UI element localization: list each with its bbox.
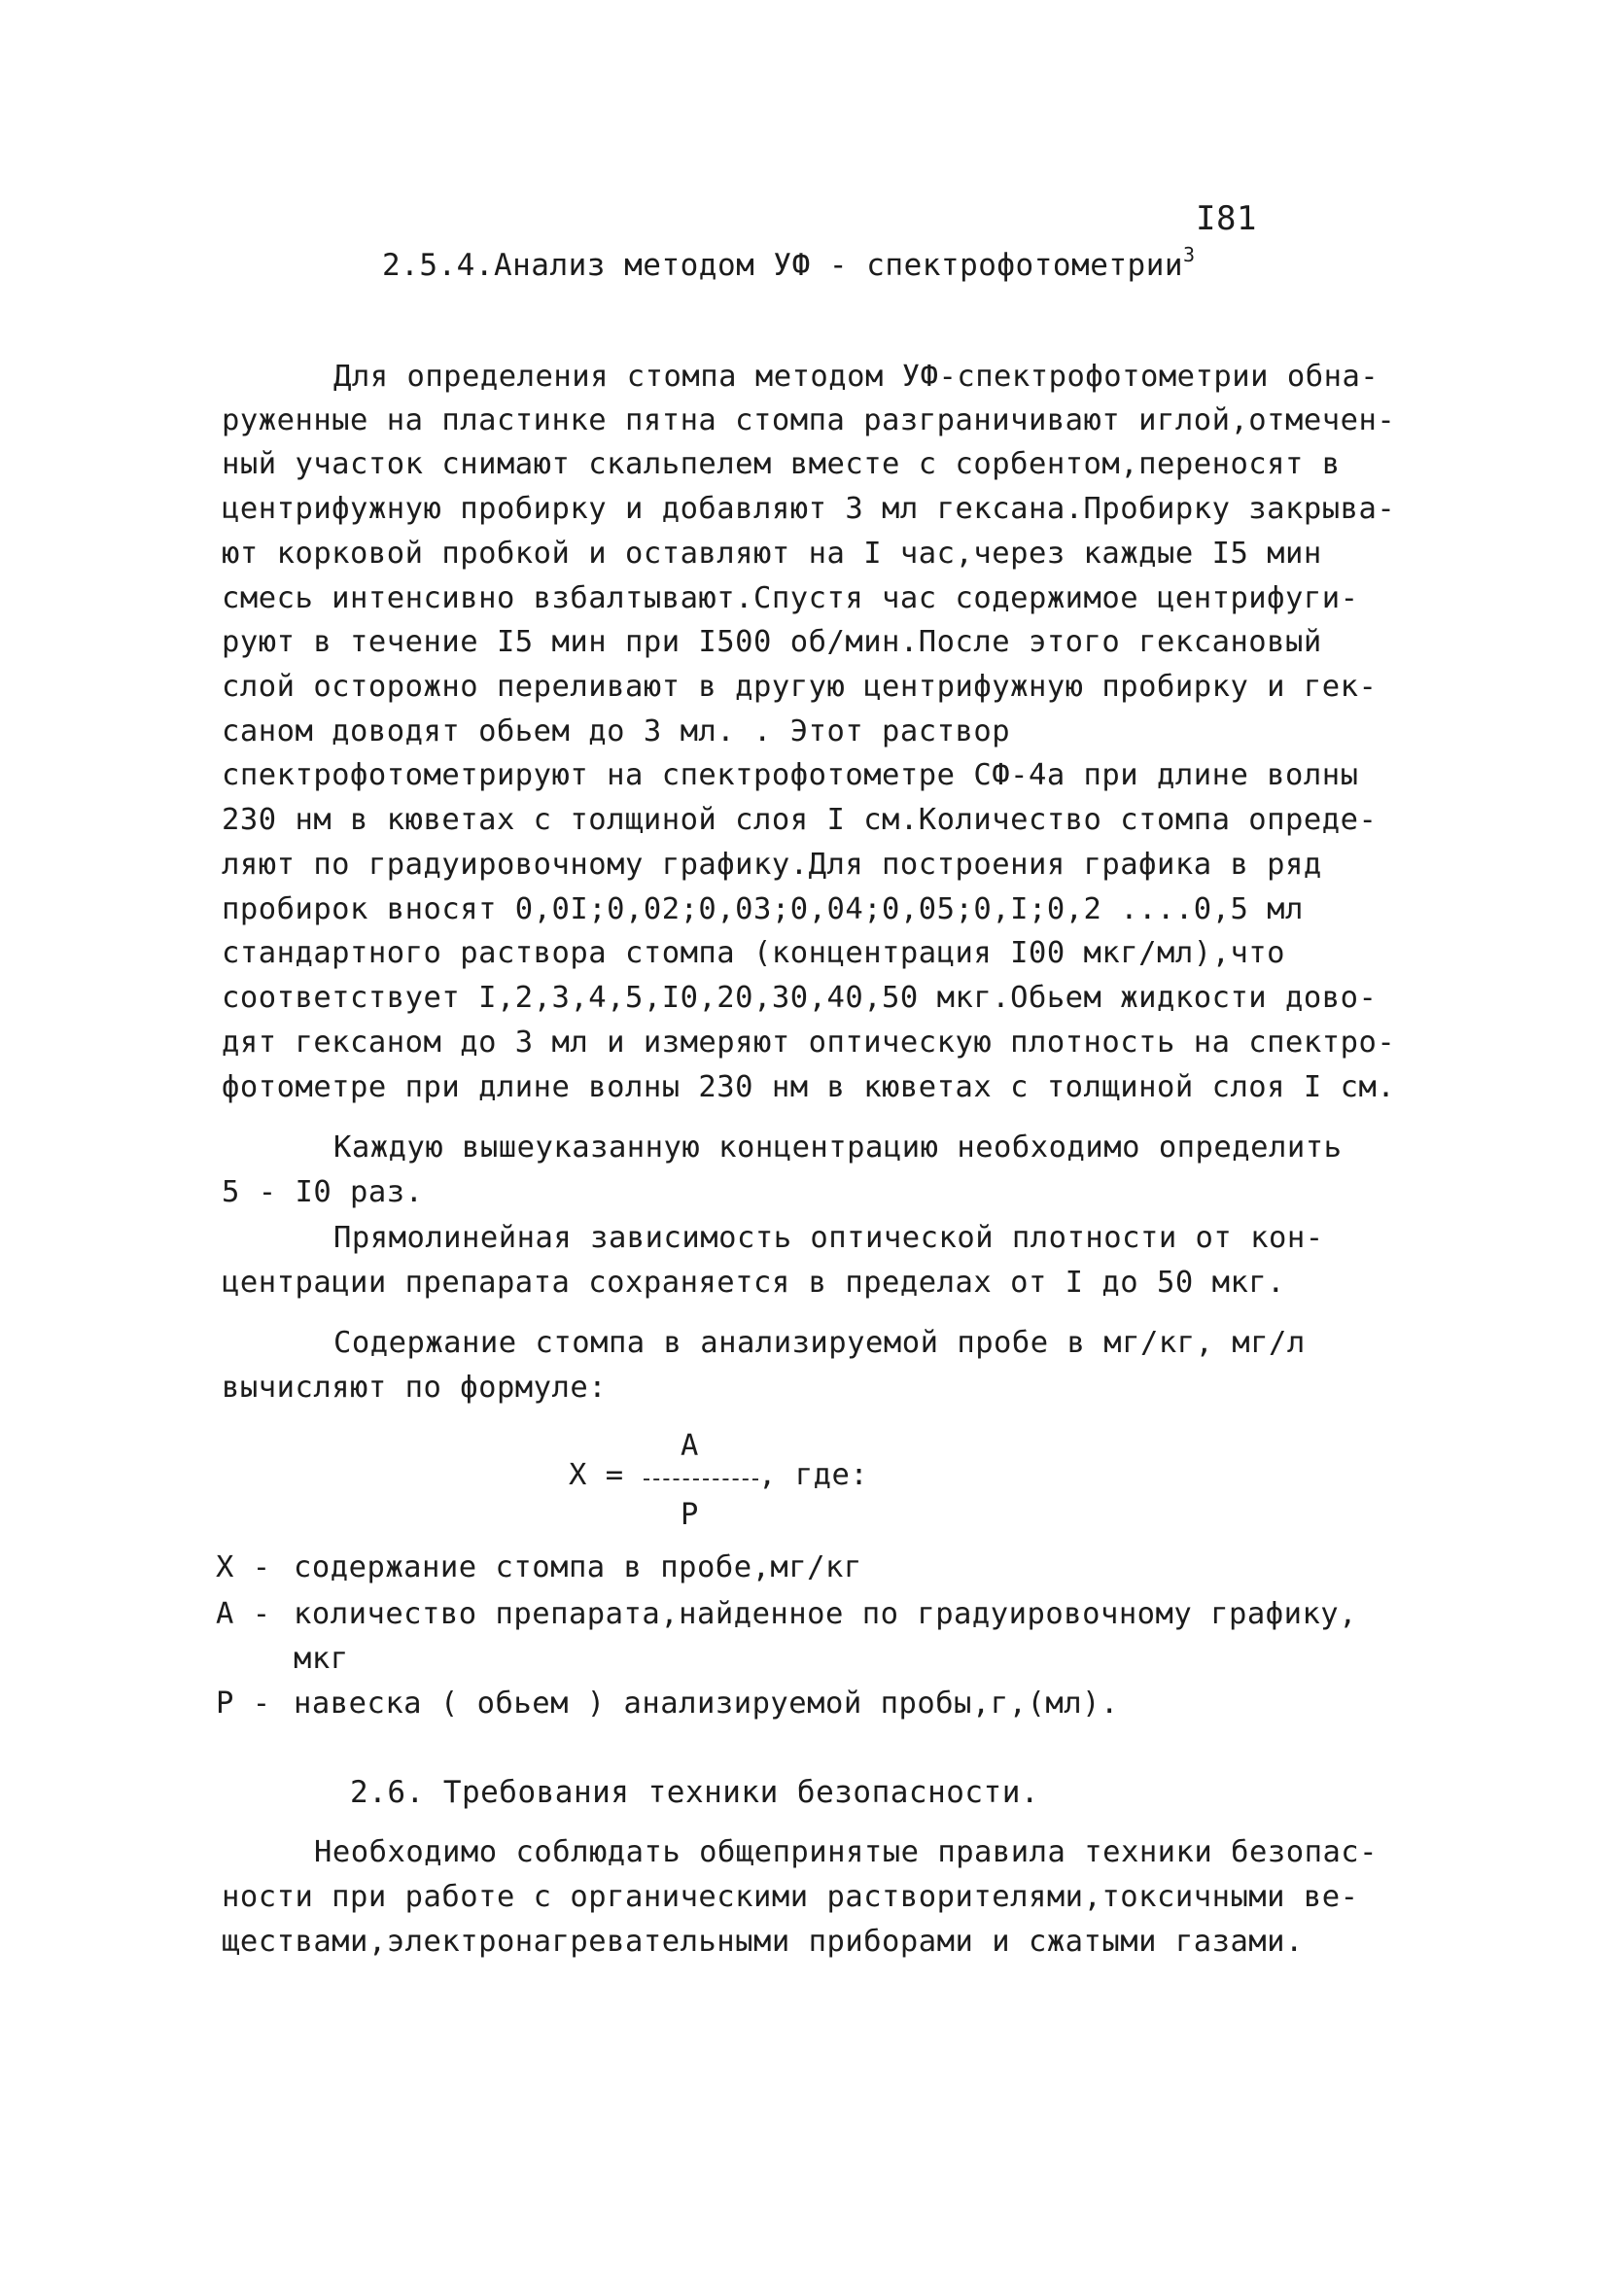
text-line: центрации препарата сохраняется в пределах от I до 50 мкг. — [222, 1266, 1286, 1300]
definition-symbol: X - — [216, 1550, 271, 1584]
fraction-bar — [644, 1478, 758, 1480]
formula-suffix: , где: — [758, 1458, 869, 1492]
text-line: Каждую вышеуказанную концентрацию необходимо определить — [333, 1131, 1343, 1165]
text-line: Для определения стомпа методом УФ-спектрофотометрии обна- — [333, 360, 1380, 394]
text-line: пробирок вносят 0,0I;0,02;0,03;0,04;0,05;0,I;0,2 ....0,5 мл — [222, 892, 1304, 926]
text-line: центрифужную пробирку и добавляют 3 мл гексана.Пробирку закрыва- — [222, 492, 1396, 526]
section-2-6-heading: 2.6. Требования техники безопасности. — [350, 1775, 1040, 1810]
text-line: ляют по градуировочному графику.Для построения графика в ряд — [222, 848, 1322, 882]
formula-numerator: A — [681, 1429, 699, 1463]
text-line: ществами,электронагревательными приборами и сжатыми газами. — [222, 1925, 1304, 1959]
text-line: вычисляют по формуле: — [222, 1371, 608, 1405]
text-line: 5 - I0 раз. — [222, 1175, 424, 1209]
definition-text: содержание стомпа в пробе,мг/кг — [294, 1550, 862, 1584]
definition-symbol: P - — [216, 1687, 271, 1721]
text-line: стандартного раствора стомпа (концентрация I00 мкг/мл),что — [222, 936, 1286, 970]
section-heading — [382, 243, 1196, 283]
text-line: Содержание стомпа в анализируемой пробе в мг/кг, мг/л — [333, 1326, 1306, 1360]
text-line: ный участок снимают скальпелем вместе с сорбентом,переносят в — [222, 447, 1341, 481]
text-line: смесь интенсивно взбалтывают.Спустя час содержимое центрифуги- — [222, 581, 1359, 615]
definition-text: навеска ( обьем ) анализируемой пробы,г,(мл). — [294, 1687, 1119, 1721]
definition-text: количество препарата,найденное по градуировочному графику, — [294, 1597, 1358, 1631]
text-line: фотометре при длине волны 230 нм в кюветах с толщиной слоя I см. — [222, 1070, 1396, 1104]
text-line: руют в течение I5 мин при I500 об/мин.После этого гексановый — [222, 625, 1322, 659]
text-line: ют корковой пробкой и оставляют на I час,через каждые I5 мин — [222, 537, 1322, 571]
formula-denominator: P — [681, 1498, 699, 1532]
text-line: Прямолинейная зависимость оптической плотности от кон- — [333, 1221, 1324, 1255]
text-line: саном доводят обьем до 3 мл. . Этот раствор — [222, 714, 1011, 748]
definition-symbol: A - — [216, 1597, 271, 1631]
text-line: соответствует I,2,3,4,5,I0,20,30,40,50 мкг.Обьем жидкости дово- — [222, 981, 1378, 1015]
text-line: спектрофотометрируют на спектрофотометре СФ-4а при длине волны — [222, 758, 1359, 792]
formula-lhs: X = — [569, 1458, 624, 1492]
text-line: дят гексаном до 3 мл и измеряют оптическую плотность на спектро- — [222, 1026, 1396, 1060]
text-line: ности при работе с органическими растворителями,токсичными ве- — [222, 1880, 1359, 1914]
definition-text: мкг — [294, 1642, 349, 1676]
text-line: Необходимо соблюдать общепринятые правила техники безопас- — [314, 1835, 1379, 1869]
text-line: 230 нм в кюветах с толщиной слоя I см.Количество стомпа опреде- — [222, 803, 1378, 837]
text-line: руженные на пластинке пятна стомпа разграничивают иглой,отмечен- — [222, 403, 1396, 437]
section-heading-text: 2.5.4.Анализ методом УФ - спектрофотометрии — [382, 248, 1184, 283]
page-number: I81 — [1196, 199, 1257, 238]
footnote-marker: 3 — [1183, 243, 1196, 266]
text-line: слой осторожно переливают в другую центрифужную пробирку и гек- — [222, 670, 1378, 704]
